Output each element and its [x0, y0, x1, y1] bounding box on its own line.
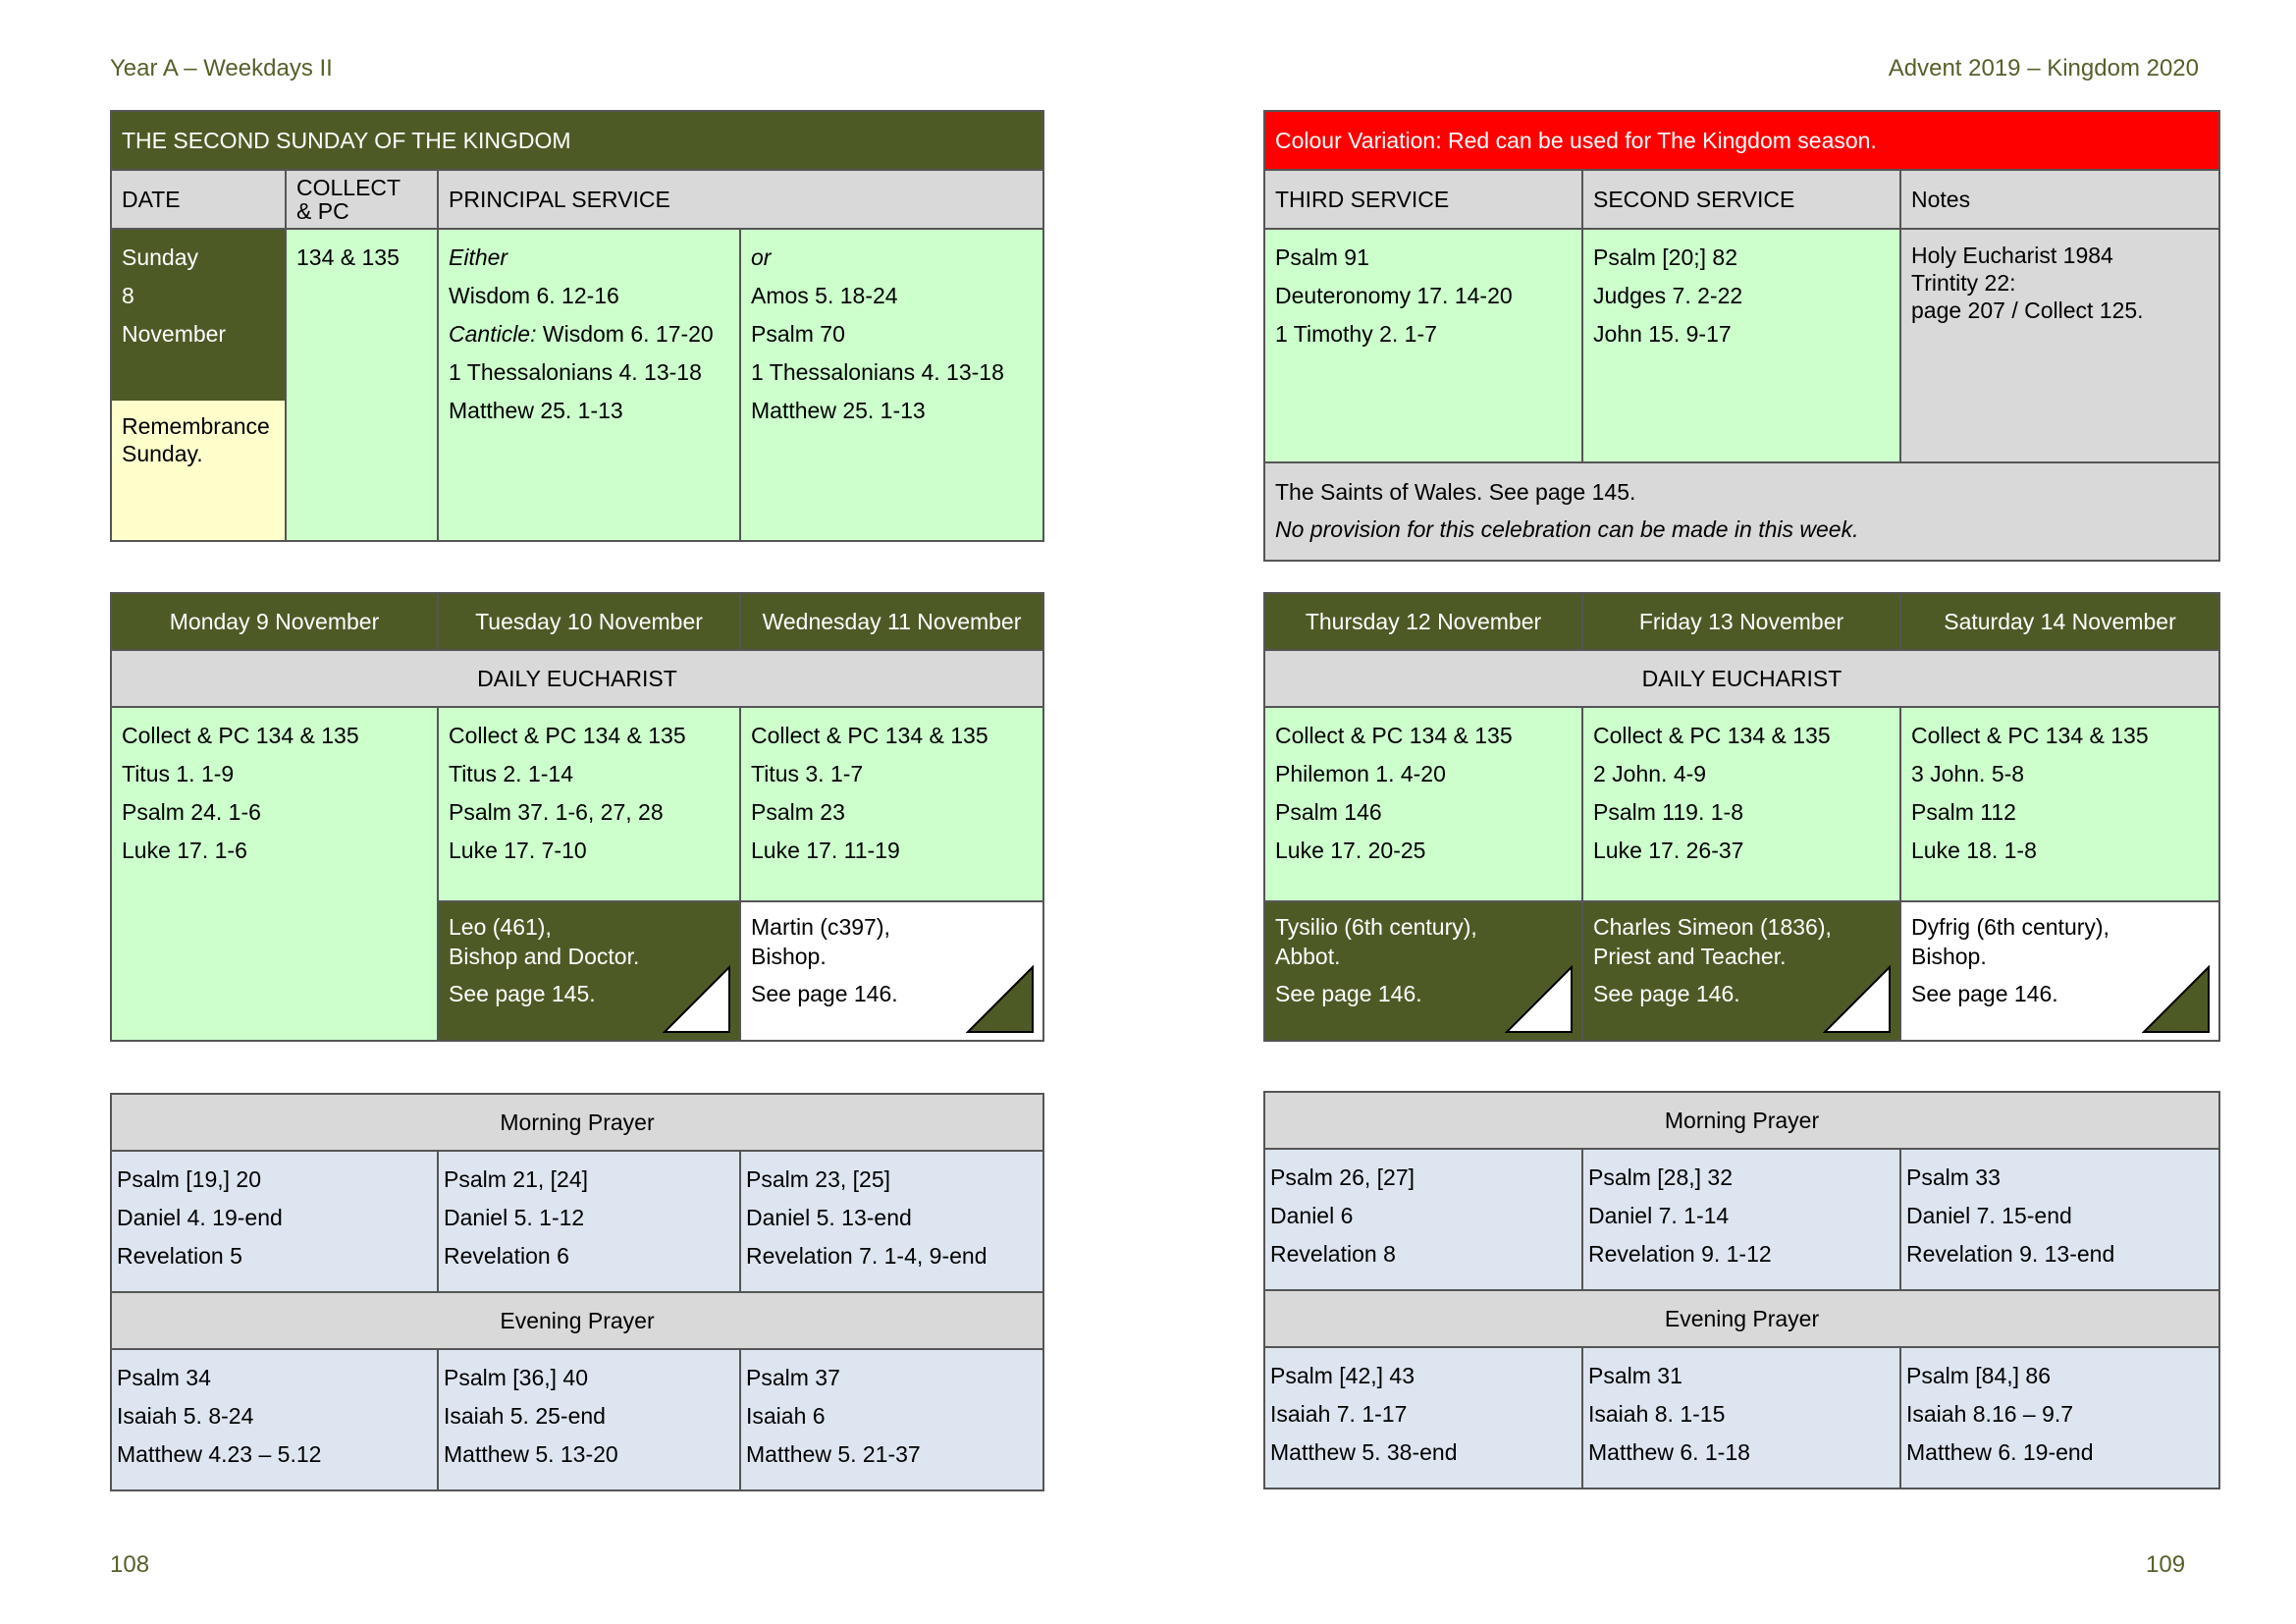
day-header-thursday: Thursday 12 November — [1264, 593, 1582, 650]
morning-prayer-friday — [1582, 1149, 1900, 1290]
col-date-header: DATE — [111, 170, 286, 229]
day-header-wednesday: Wednesday 11 November — [740, 593, 1043, 650]
ep-reading-2: Matthew 4.23 – 5.12 — [117, 1441, 322, 1467]
weekdays-left-table — [110, 592, 1044, 1042]
notes-line2: Trintity 22: — [1911, 270, 2016, 296]
ep-psalm: Psalm 37 — [746, 1365, 840, 1390]
mp-reading-1: Daniel 7. 1-14 — [1588, 1203, 1730, 1228]
mp-psalm: Psalm 23, [25] — [746, 1166, 891, 1192]
wednesday-readings — [740, 707, 1043, 901]
evening-prayer-wednesday — [740, 1349, 1043, 1490]
evening-prayer-header-right: Evening Prayer — [1264, 1290, 2219, 1347]
page-number-left: 108 — [110, 1551, 150, 1578]
friday-gospel: Luke 17. 26-37 — [1593, 838, 1744, 863]
col-notes-header: Notes — [1900, 170, 2219, 229]
remembrance-line2: Sunday. — [122, 441, 203, 466]
second-service-cell — [1582, 229, 1900, 462]
tuesday-gospel: Luke 17. 7-10 — [449, 838, 587, 863]
third-reading-1: Deuteronomy 17. 14-20 — [1275, 283, 1513, 308]
olive-triangle-icon — [2142, 965, 2211, 1034]
third-reading-2: 1 Timothy 2. 1-7 — [1275, 321, 1437, 347]
col-principal-header: PRINCIPAL SERVICE — [438, 170, 1043, 229]
tuesday-saint-cell — [438, 901, 740, 1041]
tuesday-reading: Titus 2. 1-14 — [449, 761, 573, 786]
mp-reading-2: Revelation 9. 1-12 — [1588, 1241, 1772, 1267]
saturday-readings — [1900, 707, 2219, 901]
col-collect-header-line1: COLLECT — [296, 175, 401, 200]
ep-reading-2: Matthew 6. 1-18 — [1588, 1439, 1750, 1465]
sunday-collect-cell — [286, 229, 438, 541]
sunday-date-block — [112, 230, 285, 401]
saints-of-wales-line: The Saints of Wales. See page 145. — [1275, 479, 1636, 505]
wednesday-gospel: Luke 17. 11-19 — [751, 838, 900, 863]
or-psalm: Psalm 70 — [751, 321, 845, 347]
weekdays-right-table — [1263, 592, 2220, 1042]
saturday-saint-cell — [1900, 901, 2219, 1041]
tuesday-readings — [438, 707, 740, 901]
day-header-saturday: Saturday 14 November — [1900, 593, 2219, 650]
ep-reading-2: Matthew 5. 21-37 — [746, 1441, 921, 1467]
wednesday-see-page: See page 146. — [751, 981, 898, 1006]
evening-prayer-saturday — [1900, 1347, 2219, 1489]
notes-cell — [1900, 229, 2219, 462]
wednesday-saint-name: Martin (c397), — [751, 914, 890, 940]
ep-reading-2: Matthew 5. 38-end — [1270, 1439, 1458, 1465]
or-reading-1: Amos 5. 18-24 — [751, 283, 898, 308]
tuesday-see-page: See page 145. — [449, 981, 596, 1006]
remembrance-note — [112, 401, 285, 540]
thursday-readings — [1264, 707, 1582, 901]
page-number-right: 109 — [2146, 1551, 2186, 1578]
mp-reading-2: Revelation 5 — [117, 1243, 242, 1269]
thursday-collect: Collect & PC 134 & 135 — [1275, 723, 1513, 748]
ep-reading-1: Isaiah 8.16 – 9.7 — [1906, 1401, 2074, 1427]
mp-psalm: Psalm [28,] 32 — [1588, 1164, 1734, 1190]
ep-psalm: Psalm 31 — [1588, 1363, 1682, 1388]
sunday-collect: 134 & 135 — [296, 244, 400, 270]
sunday-title: THE SECOND SUNDAY OF THE KINGDOM — [111, 111, 1043, 170]
mp-reading-1: Daniel 6 — [1270, 1203, 1354, 1228]
ep-psalm: Psalm [84,] 86 — [1906, 1363, 2052, 1388]
olive-triangle-icon — [966, 965, 1035, 1034]
mp-reading-1: Daniel 5. 1-12 — [444, 1205, 585, 1230]
mp-psalm: Psalm 26, [27] — [1270, 1164, 1415, 1190]
morning-prayer-thursday — [1264, 1149, 1582, 1290]
third-service-cell — [1264, 229, 1582, 462]
ep-psalm: Psalm 34 — [117, 1365, 211, 1390]
friday-reading: 2 John. 4-9 — [1593, 761, 1707, 786]
mp-psalm: Psalm [19,] 20 — [117, 1166, 262, 1192]
morning-prayer-tuesday — [438, 1151, 740, 1292]
ep-psalm: Psalm [42,] 43 — [1270, 1363, 1415, 1388]
remembrance-line1: Remembrance — [122, 413, 270, 439]
date-line-number: 8 — [122, 283, 134, 308]
thursday-saint-cell — [1264, 901, 1582, 1041]
ep-reading-1: Isaiah 5. 25-end — [444, 1403, 606, 1429]
sunday-table — [110, 110, 1044, 542]
wednesday-saint-title: Bishop. — [751, 944, 827, 969]
thursday-see-page: See page 146. — [1275, 981, 1422, 1006]
day-header-tuesday: Tuesday 10 November — [438, 593, 740, 650]
tuesday-collect: Collect & PC 134 & 135 — [449, 723, 686, 748]
third-psalm: Psalm 91 — [1275, 244, 1369, 270]
white-triangle-icon — [1505, 965, 1574, 1034]
wednesday-collect: Collect & PC 134 & 135 — [751, 723, 988, 748]
wednesday-saint-cell — [740, 901, 1043, 1041]
mp-psalm: Psalm 33 — [1906, 1164, 2001, 1190]
white-triangle-icon — [663, 965, 731, 1034]
running-header-left: Year A – Weekdays II — [110, 55, 333, 81]
saturday-saint-name: Dyfrig (6th century), — [1911, 914, 2109, 940]
col-collect-header — [286, 170, 438, 229]
friday-saint-cell — [1582, 901, 1900, 1041]
saturday-saint-title: Bishop. — [1911, 944, 1987, 969]
canticle-label: Canticle: — [449, 321, 537, 347]
principal-or-cell — [740, 229, 1043, 541]
mp-reading-2: Revelation 8 — [1270, 1241, 1396, 1267]
friday-see-page: See page 146. — [1593, 981, 1740, 1006]
col-second-service-header: SECOND SERVICE — [1582, 170, 1900, 229]
monday-collect: Collect & PC 134 & 135 — [122, 723, 359, 748]
morning-prayer-monday — [111, 1151, 438, 1292]
second-reading-2: John 15. 9-17 — [1593, 321, 1732, 347]
either-label: Either — [449, 244, 508, 270]
ep-reading-2: Matthew 5. 13-20 — [444, 1441, 618, 1467]
mp-reading-2: Revelation 6 — [444, 1243, 569, 1269]
either-canticle: Wisdom 6. 17-20 — [542, 321, 714, 347]
evening-prayer-thursday — [1264, 1347, 1582, 1489]
thursday-saint-name: Tysilio (6th century), — [1275, 914, 1477, 940]
saturday-collect: Collect & PC 134 & 135 — [1911, 723, 2149, 748]
friday-saint-name: Charles Simeon (1836), — [1593, 914, 1832, 940]
thursday-reading: Philemon 1. 4-20 — [1275, 761, 1446, 786]
wednesday-reading: Titus 3. 1-7 — [751, 761, 864, 786]
provision-note: No provision for this celebration can be made in this week. — [1275, 516, 1859, 542]
ep-reading-1: Isaiah 8. 1-15 — [1588, 1401, 1726, 1427]
friday-saint-title: Priest and Teacher. — [1593, 944, 1787, 969]
ep-reading-1: Isaiah 5. 8-24 — [117, 1403, 254, 1429]
mp-reading-2: Revelation 7. 1-4, 9-end — [746, 1243, 988, 1269]
tuesday-saint-title: Bishop and Doctor. — [449, 944, 640, 969]
white-triangle-icon — [1823, 965, 1892, 1034]
colour-variation-banner: Colour Variation: Red can be used for The Kingdom season. — [1264, 111, 2219, 170]
saturday-psalm: Psalm 112 — [1911, 799, 2016, 825]
daily-eucharist-header-right: DAILY EUCHARIST — [1264, 650, 2219, 707]
thursday-gospel: Luke 17. 20-25 — [1275, 838, 1426, 863]
monday-psalm: Psalm 24. 1-6 — [122, 799, 261, 825]
evening-prayer-monday — [111, 1349, 438, 1490]
or-gospel: Matthew 25. 1-13 — [751, 398, 926, 423]
morning-prayer-header-right: Morning Prayer — [1264, 1092, 2219, 1149]
monday-readings — [111, 707, 438, 1041]
friday-psalm: Psalm 119. 1-8 — [1593, 799, 1743, 825]
mp-reading-2: Revelation 9. 13-end — [1906, 1241, 2115, 1267]
evening-prayer-friday — [1582, 1347, 1900, 1489]
morning-prayer-header: Morning Prayer — [111, 1094, 1043, 1151]
mp-reading-1: Daniel 4. 19-end — [117, 1205, 283, 1230]
day-header-monday: Monday 9 November — [111, 593, 438, 650]
second-reading-1: Judges 7. 2-22 — [1593, 283, 1743, 308]
either-gospel: Matthew 25. 1-13 — [449, 398, 623, 423]
tuesday-psalm: Psalm 37. 1-6, 27, 28 — [449, 799, 664, 825]
thursday-saint-title: Abbot. — [1275, 944, 1341, 969]
wednesday-psalm: Psalm 23 — [751, 799, 845, 825]
sunday-other-services-table — [1263, 110, 2220, 562]
monday-reading: Titus 1. 1-9 — [122, 761, 235, 786]
sunday-date-cell — [111, 229, 286, 541]
mp-reading-1: Daniel 5. 13-end — [746, 1205, 912, 1230]
notes-line1: Holy Eucharist 1984 — [1911, 243, 2113, 268]
second-psalm: Psalm [20;] 82 — [1593, 244, 1738, 270]
evening-prayer-header: Evening Prayer — [111, 1292, 1043, 1349]
office-right-table — [1263, 1091, 2220, 1489]
evening-prayer-tuesday — [438, 1349, 740, 1490]
principal-either-cell — [438, 229, 740, 541]
tuesday-saint-name: Leo (461), — [449, 914, 552, 940]
friday-collect: Collect & PC 134 & 135 — [1593, 723, 1831, 748]
office-left-table — [110, 1093, 1044, 1491]
morning-prayer-wednesday — [740, 1151, 1043, 1292]
mp-psalm: Psalm 21, [24] — [444, 1166, 589, 1192]
col-collect-header-line2: & PC — [296, 198, 349, 224]
ep-reading-1: Isaiah 7. 1-17 — [1270, 1401, 1408, 1427]
ep-psalm: Psalm [36,] 40 — [444, 1365, 589, 1390]
date-line-day: Sunday — [122, 244, 199, 270]
saints-of-wales-cell — [1264, 462, 2219, 561]
saturday-see-page: See page 146. — [1911, 981, 2058, 1006]
mp-reading-1: Daniel 7. 15-end — [1906, 1203, 2072, 1228]
running-header-right: Advent 2019 – Kingdom 2020 — [1888, 55, 2199, 81]
date-line-month: November — [122, 321, 227, 347]
morning-prayer-saturday — [1900, 1149, 2219, 1290]
saturday-reading: 3 John. 5-8 — [1911, 761, 2025, 786]
notes-line3: page 207 / Collect 125. — [1911, 298, 2144, 323]
ep-reading-1: Isaiah 6 — [746, 1403, 826, 1429]
or-reading-2: 1 Thessalonians 4. 13-18 — [751, 359, 1004, 385]
or-label: or — [751, 244, 772, 270]
monday-gospel: Luke 17. 1-6 — [122, 838, 247, 863]
thursday-psalm: Psalm 146 — [1275, 799, 1382, 825]
daily-eucharist-header: DAILY EUCHARIST — [111, 650, 1043, 707]
saturday-gospel: Luke 18. 1-8 — [1911, 838, 2037, 863]
ep-reading-2: Matthew 6. 19-end — [1906, 1439, 2094, 1465]
day-header-friday: Friday 13 November — [1582, 593, 1900, 650]
col-third-service-header: THIRD SERVICE — [1264, 170, 1582, 229]
friday-readings — [1582, 707, 1900, 901]
either-reading-1: Wisdom 6. 12-16 — [449, 283, 619, 308]
either-reading-2: 1 Thessalonians 4. 13-18 — [449, 359, 702, 385]
